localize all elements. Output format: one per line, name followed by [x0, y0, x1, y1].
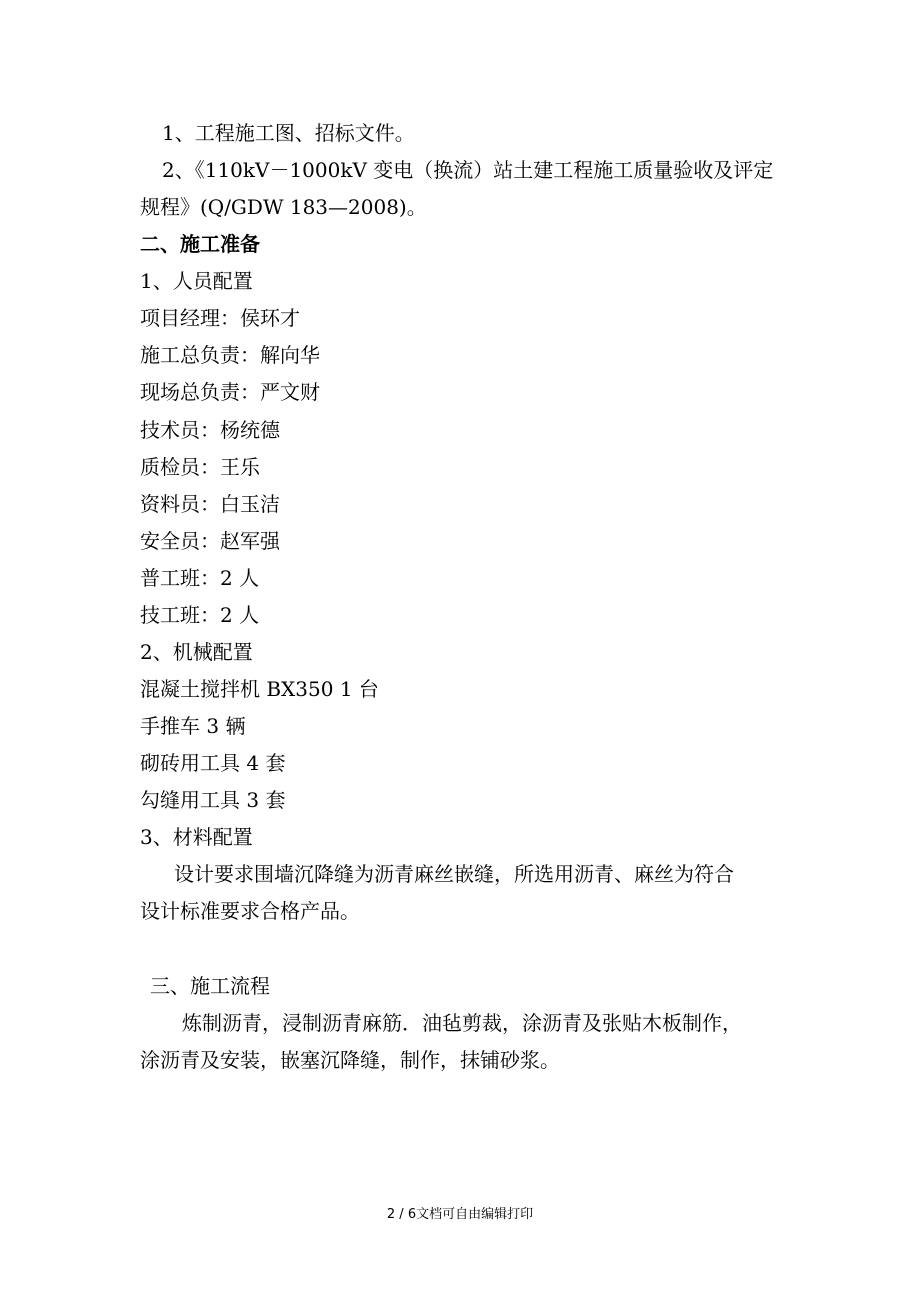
personnel-item: 技术员：杨统德: [140, 418, 280, 442]
personnel-item: 项目经理：侯环才: [140, 306, 300, 330]
machinery-heading: 2、机械配置: [140, 640, 253, 664]
personnel-item: 技工班：2 人: [140, 603, 260, 627]
personnel-item: 普工班：2 人: [140, 566, 260, 590]
personnel-item: 安全员：赵军强: [140, 529, 280, 553]
section-title-preparation: 二、施工准备: [140, 232, 260, 256]
machinery-item: 混凝土搅拌机 BX350 1 台: [140, 677, 379, 701]
personnel-item: 现场总负责：严文财: [140, 380, 320, 404]
personnel-item: 施工总负责：解向华: [140, 343, 320, 367]
basis-item-1: 1、工程施工图、招标文件。: [162, 121, 415, 145]
machinery-item: 手推车 3 辆: [140, 714, 246, 738]
personnel-item: 质检员：王乐: [140, 455, 260, 479]
machinery-item: 勾缝用工具 3 套: [140, 788, 286, 812]
materials-paragraph: 设计要求围墙沉降缝为沥青麻丝嵌缝，所选用沥青、麻丝为符合: [174, 862, 734, 886]
machinery-item: 砌砖用工具 4 套: [140, 751, 286, 775]
personnel-item: 资料员：白玉洁: [140, 492, 280, 516]
process-paragraph: 炼制沥青，浸制沥青麻筋．油毡剪裁，涂沥青及张贴木板制作，: [182, 1011, 742, 1035]
basis-item-2: 2、《110kV－1000kV 变电（换流）站土建工程施工质量验收及评定: [162, 158, 774, 182]
section-title-process: 三、施工流程: [150, 974, 270, 998]
materials-paragraph-cont: 设计标准要求合格产品。: [140, 899, 360, 923]
page-footer: 2 / 6文档可自由编辑打印: [386, 1207, 534, 1222]
personnel-heading: 1、人员配置: [140, 269, 253, 293]
process-paragraph-cont: 涂沥青及安装，嵌塞沉降缝，制作，抹铺砂浆。: [140, 1048, 560, 1072]
basis-item-2-cont: 规程》(Q/GDW 183—2008)。: [140, 195, 427, 219]
materials-heading: 3、材料配置: [140, 825, 253, 849]
